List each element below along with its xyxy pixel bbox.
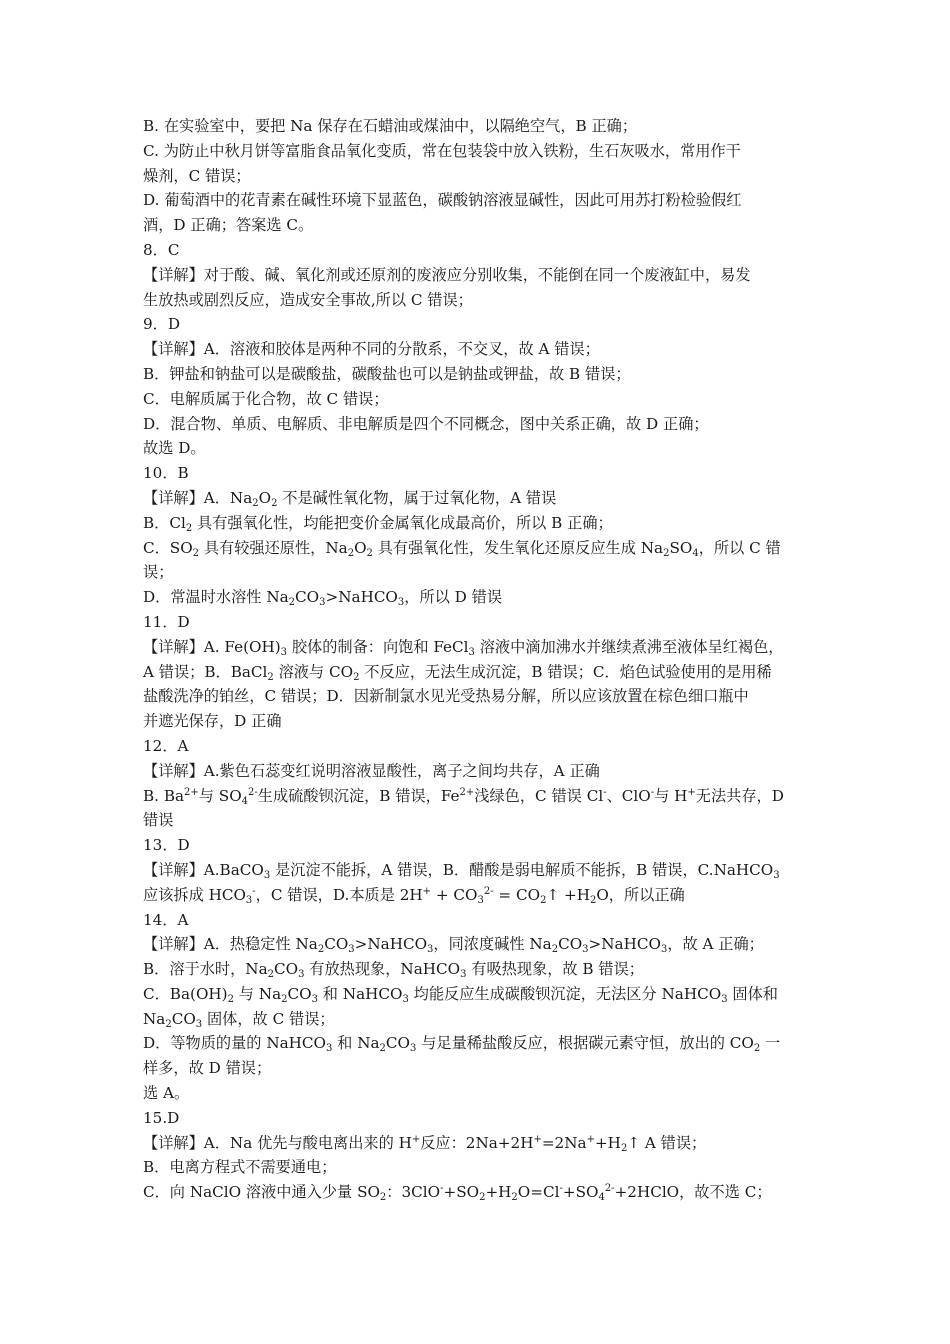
text-run: 和 Na — [332, 1034, 380, 1053]
text-line-q12-b-1 — [143, 784, 815, 809]
text-run: +2HClO，故不选 C； — [614, 1183, 772, 1202]
text-run: 一 — [760, 1034, 781, 1053]
subscript: 2 — [540, 894, 547, 906]
subscript: 2 — [663, 547, 670, 559]
superscript: 2- — [604, 1183, 615, 1195]
text-line-q10-a — [143, 486, 815, 511]
text-line-q12-answer — [143, 734, 815, 759]
text-run: >NaHCO — [354, 935, 428, 954]
text-line-q9-d — [143, 412, 815, 437]
subscript: 2 — [551, 944, 559, 956]
text-line-q15-b — [143, 1155, 815, 1180]
subscript: 3 — [263, 869, 271, 881]
subscript: 3 — [460, 969, 467, 981]
text-line-q14-c-1 — [143, 982, 815, 1007]
subscript: 2 — [620, 1142, 628, 1154]
text-line-q14-d-2 — [143, 1056, 815, 1081]
superscript: - — [559, 1183, 563, 1195]
text-run: B．溶于水时，Na — [143, 960, 268, 979]
text-line-q14-a — [143, 932, 815, 957]
subscript: 2 — [589, 894, 597, 906]
text-run: ↑ A 错误； — [627, 1133, 707, 1152]
answer-document — [143, 114, 815, 1205]
text-run: C．SO — [143, 538, 193, 557]
subscript: 3 — [410, 1043, 417, 1055]
text-run: CO — [558, 935, 583, 954]
text-run: 固体，故 C 错误； — [202, 1009, 335, 1028]
text-line-q10-c-1 — [143, 536, 815, 561]
text-run: 不反应，无法生成沉淀，B 错误；C．焰色试验使用的是用稀 — [359, 662, 772, 681]
text-run: 不是碱性氧化物，属于过氧化物，A 错误 — [277, 488, 557, 507]
text-run: +H — [485, 1183, 512, 1202]
subscript: 2 — [267, 671, 274, 683]
subscript: 3 — [402, 993, 409, 1005]
text-run: 【详解】A. Fe(OH) — [143, 637, 281, 656]
text-run: 生放热或剧烈反应，造成安全事故,所以 C 错误； — [143, 290, 473, 309]
subscript: 2 — [252, 497, 259, 509]
text-line-q15-a — [143, 1131, 815, 1156]
text-line-q12-a — [143, 759, 815, 784]
subscript: 2 — [165, 1018, 172, 1030]
superscript: 2- — [483, 885, 494, 897]
text-run: 错误 — [143, 811, 174, 830]
text-run: 酒，D 正确；答案选 C。 — [143, 216, 314, 235]
text-run: 固体和 — [727, 984, 778, 1003]
subscript: 3 — [245, 894, 253, 906]
text-run: A 错误；B．BaCl — [143, 662, 268, 681]
subscript: 2 — [753, 1043, 761, 1055]
text-run: 生成硫酸钡沉淀，B 错误，Fe — [257, 786, 460, 805]
text-run: 与 Na — [233, 984, 282, 1003]
subscript: 3 — [468, 646, 475, 658]
text-run: CO — [287, 984, 312, 1003]
superscript: + — [687, 786, 696, 798]
text-line-q9-answer — [143, 312, 815, 337]
subscript: 2 — [271, 497, 278, 509]
text-run: ：3ClO — [386, 1183, 441, 1202]
subscript: 3 — [721, 993, 728, 1005]
text-run: 胶体的制备：向饱和 FeCl — [287, 637, 469, 656]
text-line-q10-b — [143, 511, 815, 536]
text-run: 8．C — [143, 240, 180, 259]
text-run: 【详解】A.BaCO — [143, 860, 264, 879]
text-run: 13．D — [143, 836, 190, 855]
text-run: C．向 NaClO 溶液中通入少量 SO — [143, 1183, 380, 1202]
text-run: 与 H — [654, 786, 688, 805]
text-run: B．钾盐和钠盐可以是碳酸盐，碳酸盐也可以是钠盐或钾盐，故 B 错误； — [143, 364, 631, 383]
text-line-q9-end — [143, 436, 815, 461]
superscript: - — [603, 786, 607, 798]
text-line-q13-answer — [143, 833, 815, 858]
subscript: 3 — [348, 944, 355, 956]
text-run: O — [354, 538, 367, 557]
subscript: 2 — [192, 547, 200, 559]
text-line-q15-c — [143, 1180, 815, 1205]
subscript: 2 — [185, 522, 193, 534]
superscript: 2+ — [459, 786, 475, 798]
text-run: 有放热现象，NaHCO — [304, 960, 461, 979]
text-run: C．电解质属于化合物，故 C 错误； — [143, 389, 389, 408]
text-run: 12．A — [143, 736, 189, 755]
superscript: - — [440, 1183, 444, 1195]
text-line-q9-b — [143, 362, 815, 387]
text-run: D．常温时水溶性 Na — [143, 588, 289, 607]
text-line-q7-c-1 — [143, 139, 815, 164]
text-run: CO — [385, 1034, 410, 1053]
text-run: 和 NaHCO — [317, 984, 403, 1003]
superscript: - — [252, 885, 256, 897]
text-run: B．电离方程式不需要通电； — [143, 1158, 337, 1177]
text-run: 【详解】A．Na 优先与酸电离出来的 H — [143, 1133, 412, 1152]
text-run: 具有强氧化性，发生氧化还原反应生成 Na — [372, 538, 664, 557]
subscript: 3 — [427, 944, 434, 956]
text-run: O=Cl — [517, 1183, 560, 1202]
text-run: D．等物质的量的 NaHCO — [143, 1034, 326, 1053]
text-run: CO — [171, 1009, 196, 1028]
text-line-q14-answer — [143, 908, 815, 933]
text-run: 9．D — [143, 315, 181, 334]
text-line-q14-c-2 — [143, 1007, 815, 1032]
text-run: 溶液与 CO — [273, 662, 354, 681]
subscript: 2 — [511, 1192, 518, 1204]
text-run: O — [258, 488, 272, 507]
subscript: 3 — [582, 944, 589, 956]
text-run: 10．B — [143, 464, 189, 483]
text-line-q7-b — [143, 114, 815, 139]
text-run: 、ClO — [606, 786, 651, 805]
text-run: 具有较强还原性，Na — [199, 538, 348, 557]
superscript: + — [586, 1133, 595, 1145]
text-run: 溶液中滴加沸水并继续煮沸至液体呈红褐色， — [474, 637, 784, 656]
text-line-q14-b — [143, 957, 815, 982]
subscript: 3 — [773, 869, 780, 881]
text-line-q11-detail-1 — [143, 635, 815, 660]
text-run: 【详解】A.紫色石蕊变红说明溶液显酸性，离子之间均共存，A 正确 — [143, 761, 600, 780]
text-run: 并遮光保存，D 正确 — [143, 712, 282, 731]
subscript: 2 — [317, 944, 325, 956]
text-line-q8-detail-2 — [143, 288, 815, 313]
text-run: C．Ba(OH) — [143, 984, 228, 1003]
text-run: ，所以 C 错 — [698, 538, 781, 557]
text-run: + CO — [431, 885, 478, 904]
text-run: SO — [669, 538, 693, 557]
subscript: 2 — [379, 1043, 386, 1055]
text-run: 误； — [143, 563, 174, 582]
text-line-q11-detail-3 — [143, 684, 815, 709]
text-run: 15.D — [143, 1108, 180, 1127]
subscript: 2 — [288, 597, 296, 609]
subscript: 2 — [353, 671, 360, 683]
text-line-q7-d-1 — [143, 188, 815, 213]
text-run: +SO — [443, 1183, 480, 1202]
subscript: 3 — [397, 597, 405, 609]
text-run: B. 在实验室中，要把 Na 保存在石蜡油或煤油中，以隔绝空气，B 正确； — [143, 117, 638, 135]
text-run: 与 SO — [198, 786, 242, 805]
text-run: 无法共存，D — [695, 786, 784, 805]
text-run: ，故 A 正确； — [667, 935, 764, 954]
text-line-q12-b-2 — [143, 808, 815, 833]
text-run: D．混合物、单质、电解质、非电解质是四个不同概念，图中关系正确，故 D 正确； — [143, 414, 709, 433]
text-run: CO — [295, 588, 320, 607]
text-run: C. 为防止中秋月饼等富脂食品氧化变质，常在包装袋中放入铁粉，生石灰吸水，常用作干 — [143, 141, 741, 160]
text-run: +H — [594, 1133, 621, 1152]
text-run: 应该拆成 HCO — [143, 885, 246, 904]
text-run: +SO — [562, 1183, 599, 1202]
text-run: 样多，故 D 错误； — [143, 1059, 272, 1078]
text-line-q8-answer — [143, 238, 815, 263]
text-run: 盐酸洗净的铂丝，C 错误；D．因新制氯水见光受热易分解，所以应该放置在棕色细口瓶中 — [143, 687, 749, 706]
subscript: 3 — [280, 646, 287, 658]
text-run: Na — [143, 1009, 166, 1028]
subscript: 3 — [325, 1043, 333, 1055]
superscript: + — [422, 885, 432, 897]
text-line-q13-detail-2 — [143, 883, 815, 908]
subscript: 4 — [692, 547, 699, 559]
text-run: ↑ +H — [546, 885, 590, 904]
text-run: 故选 D。 — [143, 439, 206, 458]
text-run: 11．D — [143, 612, 190, 631]
text-run: 燥剂，C 错误； — [143, 166, 251, 185]
text-run: >NaHCO — [325, 588, 398, 607]
superscript: 2+ — [184, 786, 199, 798]
text-line-q11-answer — [143, 610, 815, 635]
text-run: 与足量稀盐酸反应，根据碳元素守恒，放出的 CO — [416, 1034, 754, 1053]
subscript: 3 — [195, 1018, 203, 1030]
text-run: B. Ba — [143, 786, 185, 805]
subscript: 3 — [298, 969, 305, 981]
subscript: 2 — [379, 1192, 387, 1204]
text-line-q13-detail-1 — [143, 858, 815, 883]
text-line-q11-detail-4 — [143, 709, 815, 734]
text-run: 14．A — [143, 910, 189, 929]
text-run: 反应：2Na+2H — [420, 1133, 534, 1152]
subscript: 4 — [598, 1192, 605, 1204]
subscript: 2 — [281, 993, 288, 1005]
text-line-q7-c-2 — [143, 164, 815, 189]
text-line-q15-answer — [143, 1106, 815, 1131]
text-run: 选 A。 — [143, 1084, 190, 1103]
text-run: = CO — [493, 885, 541, 904]
text-run: 具有强氧化性，均能把变价金属氧化成最高价，所以 B 正确； — [192, 513, 613, 532]
text-run: 有吸热现象，故 B 错误； — [466, 960, 644, 979]
subscript: 3 — [311, 993, 318, 1005]
text-line-q10-answer — [143, 461, 815, 486]
subscript: 4 — [241, 795, 249, 807]
superscript: 2- — [248, 786, 258, 798]
text-run: 是沉淀不能拆，A 错误，B．醋酸是弱电解质不能拆，B 错误，C.NaHCO — [270, 860, 774, 879]
text-line-q14-d-1 — [143, 1031, 815, 1056]
text-line-q14-end — [143, 1081, 815, 1106]
text-run: 【详解】对于酸、碱、氧化剂或还原剂的废液应分别收集，不能倒在同一个废液缸中，易发 — [143, 265, 751, 284]
superscript: + — [411, 1133, 421, 1145]
text-run: ，C 错误，D.本质是 2H — [255, 885, 423, 904]
text-run: 浅绿色，C 错误 Cl — [474, 786, 604, 805]
subscript: 2 — [267, 969, 275, 981]
text-run: ，同浓度碱性 Na — [433, 935, 552, 954]
text-line-q10-d — [143, 585, 815, 610]
text-run: 【详解】A．Na — [143, 488, 253, 507]
subscript: 3 — [660, 944, 668, 956]
text-run: D. 葡萄酒中的花青素在碱性环境下显蓝色，碳酸钠溶液显碱性，因此可用苏打粉检验假红 — [143, 191, 742, 210]
text-run: 【详解】A．溶液和胶体是两种不同的分散系，不交叉，故 A 错误； — [143, 340, 600, 359]
text-run: B．Cl — [143, 513, 186, 532]
text-line-q7-d-2 — [143, 213, 815, 238]
text-line-q9-c — [143, 387, 815, 412]
text-line-q10-c-2 — [143, 560, 815, 585]
text-run: =2Na — [541, 1133, 587, 1152]
text-run: 【详解】A．热稳定性 Na — [143, 935, 318, 954]
subscript: 2 — [479, 1192, 486, 1204]
subscript: 2 — [347, 547, 355, 559]
text-line-q9-a — [143, 337, 815, 362]
text-line-q8-detail-1 — [143, 263, 815, 288]
text-line-q11-detail-2 — [143, 660, 815, 685]
superscript: + — [533, 1133, 542, 1145]
text-run: >NaHCO — [588, 935, 661, 954]
subscript: 3 — [477, 894, 484, 906]
subscript: 2 — [366, 547, 373, 559]
subscript: 3 — [319, 597, 326, 609]
text-run: CO — [324, 935, 349, 954]
text-run: CO — [274, 960, 299, 979]
superscript: - — [650, 786, 655, 798]
text-run: O，所以正确 — [596, 885, 685, 904]
text-run: 均能反应生成碳酸钡沉淀，无法区分 NaHCO — [408, 984, 722, 1003]
subscript: 2 — [227, 993, 234, 1005]
text-run: ，所以 D 错误 — [404, 588, 503, 607]
